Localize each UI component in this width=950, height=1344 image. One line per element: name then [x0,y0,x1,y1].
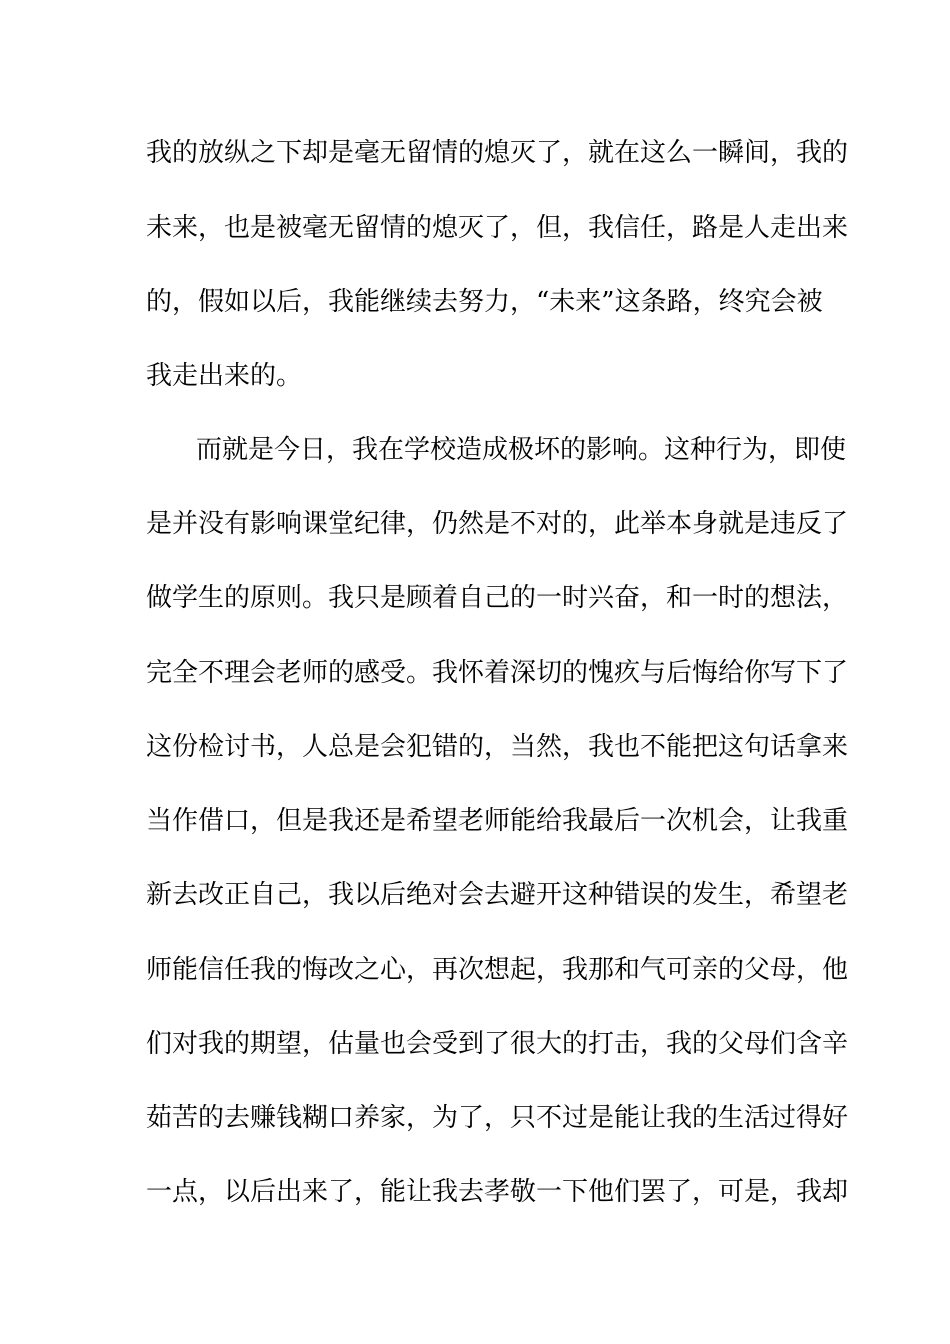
paragraph-first-line: 而就是今日，我在学校造成极坏的影响。这种行为，即使 [196,435,847,465]
text-line: 未来，也是被毫无留情的熄灭了，但，我信任，路是人走出来 [146,213,849,243]
text-line: 我走出来的。 [146,361,303,391]
text-line: 当作借口，但是我还是希望老师能给我最后一次机会，让我重 [146,806,849,836]
text-line: 新去改正自己，我以后绝对会去避开这种错误的发生，希望老 [146,880,849,910]
text-line: 是并没有影响课堂纪律，仍然是不对的，此举本身就是违反了 [146,509,849,539]
text-line: 师能信任我的悔改之心，再次想起，我那和气可亲的父母，他 [146,955,849,985]
text-line: 茹苦的去赚钱糊口养家，为了，只不过是能让我的生活过得好 [146,1103,849,1133]
text-line: 我的放纵之下却是毫无留情的熄灭了，就在这么一瞬间，我的 [146,138,849,168]
text-line: 一点，以后出来了，能让我去孝敬一下他们罢了，可是，我却 [146,1177,849,1207]
text-line: 的，假如以后，我能继续去努力，“未来”这条路，终究会被 [146,287,823,317]
text-line: 这份检讨书，人总是会犯错的，当然，我也不能把这句话拿来 [146,732,849,762]
text-line: 完全不理会老师的感受。我怀着深切的愧疚与后悔给你写下了 [146,658,849,688]
text-line: 做学生的原则。我只是顾着自己的一时兴奋，和一时的想法， [146,583,849,613]
text-line: 们对我的期望，估量也会受到了很大的打击，我的父母们含辛 [146,1029,849,1059]
